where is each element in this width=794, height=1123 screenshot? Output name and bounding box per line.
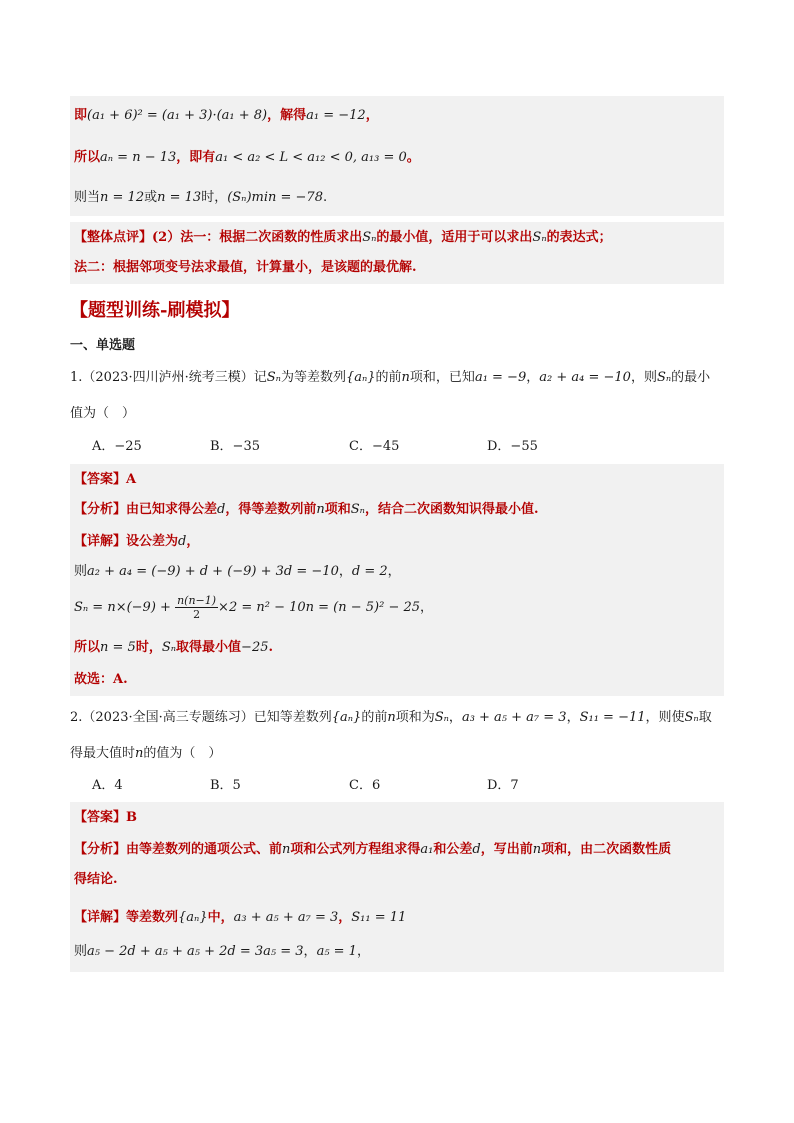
comment-line-2: 法二：根据邻项变号法求最值，计算量小，是该题的最优解. (74, 260, 417, 275)
text: 所以 (74, 640, 101, 655)
text: 所以 (74, 150, 101, 165)
answer-value: B (126, 810, 138, 825)
equation: d = 2 (351, 564, 388, 579)
q1-conclusion: 故选：A. (74, 672, 128, 687)
text: 由等差数列的通项公式、前 (126, 842, 283, 857)
q1-solution-block (70, 464, 724, 696)
text: 的前 (361, 710, 388, 725)
q1-option-a[interactable]: A．−25 (92, 439, 142, 454)
text: 取得最小值 (176, 640, 242, 655)
text: ， (526, 370, 540, 385)
equation: d (217, 502, 226, 517)
analysis-label: 【分析】 (74, 842, 127, 857)
q1-stem-line-1 (70, 368, 710, 388)
solution-line-2 (74, 148, 420, 168)
equation: n (316, 502, 325, 517)
equation: Sₙ (434, 710, 449, 725)
equation: Sₙ (532, 230, 547, 245)
text: 即 (74, 108, 88, 123)
equation: a₁ = −12 (306, 108, 366, 123)
text: ，结合二次函数知识得最小值. (364, 502, 539, 517)
q1-answer (74, 470, 136, 490)
text: ，则使 (645, 710, 685, 725)
equation: a₁ < a₂ < L < a₁₂ < 0, a₁₃ = 0 (215, 150, 407, 165)
equation: n (532, 842, 542, 857)
q2-option-b[interactable]: B．5 (210, 778, 241, 793)
section-heading: 【题型训练-刷模拟】 (70, 300, 240, 321)
equation: n = 12 (100, 190, 145, 205)
text: 项和为 (395, 710, 435, 725)
text: ， (448, 710, 462, 725)
equation: (a₁ + 6)² = (a₁ + 3)·(a₁ + 8) (87, 108, 268, 123)
q2-analysis-line-1 (74, 840, 671, 860)
equation: a₂ + a₄ = (−9) + d + (−9) + 3d = −10 (87, 564, 339, 579)
q1-stem-line-2: 值为（ ） (70, 406, 136, 421)
equation: Sₙ (350, 502, 365, 517)
text: ，则 (630, 370, 657, 385)
text: 时， (201, 190, 228, 205)
text: 为等差数列 (280, 370, 346, 385)
text: 或 (144, 190, 158, 205)
analysis-label: 【分析】 (74, 502, 127, 517)
fraction-numerator: n(n−1) (177, 594, 217, 607)
text: 的表达式； (546, 230, 612, 245)
equation: d (178, 534, 187, 549)
comment-label: 【整体点评】 (74, 230, 153, 245)
equation: a₂ + a₄ = −10 (539, 370, 631, 385)
text: ， (303, 944, 317, 959)
text: ， (338, 564, 352, 579)
equation: a₅ − 2d + a₅ + a₅ + 2d = 3a₅ = 3 (87, 944, 304, 959)
text: ，得等差数列前 (225, 502, 317, 517)
text: 则当 (74, 190, 101, 205)
text: ， (338, 910, 352, 925)
equation: S₁₁ = −11 (579, 710, 646, 725)
text: ， (356, 944, 370, 959)
equation: Sₙ (656, 370, 672, 385)
solution-line-1 (74, 106, 379, 126)
q1-analysis (74, 500, 538, 520)
text: . (268, 640, 274, 655)
text: 等差数列 (126, 910, 179, 925)
q2-option-c[interactable]: C．6 (349, 778, 381, 793)
q1-detail (74, 532, 199, 552)
q1-step-2 (74, 594, 433, 621)
equation: {aₙ} (331, 710, 362, 725)
equation: d (472, 842, 481, 857)
text: 得最大值时 (70, 746, 136, 761)
text: ， (186, 534, 200, 549)
equation: a₁ = −9 (474, 370, 527, 385)
q2-option-a[interactable]: A．4 (92, 778, 123, 793)
text: 的值为（ ） (143, 746, 222, 761)
equation: {aₙ} (345, 370, 376, 385)
equation: ×2 = n² − 10n = (n − 5)² − 25 (218, 600, 421, 615)
answer-value: A (126, 472, 137, 487)
text: . (322, 190, 328, 205)
text: ， (365, 108, 379, 123)
q1-option-b[interactable]: B．−35 (210, 439, 260, 454)
q2-analysis-line-2: 得结论. (74, 872, 118, 887)
text: 则 (74, 944, 88, 959)
text: 项和，由二次函数性质 (541, 842, 672, 857)
text: 由已知求得公差 (126, 502, 218, 517)
text: 项和公式列方程组求得 (290, 842, 421, 857)
equation: Sₙ = n×(−9) + (74, 600, 171, 615)
text: (2）法一：根据二次函数的性质求出 (152, 230, 363, 245)
equation: Sₙ (362, 230, 377, 245)
text: 时， (135, 640, 162, 655)
q2-step-1 (74, 942, 370, 962)
q2-option-d[interactable]: D．7 (487, 778, 519, 793)
equation: a₃ + a₅ + a₇ = 3 (233, 910, 339, 925)
equation: (Sₙ)min = −78 (227, 190, 323, 205)
equation: a₅ = 1 (316, 944, 357, 959)
fraction-denominator: 2 (193, 608, 201, 621)
equation: −25 (241, 640, 269, 655)
subsection-title: 一、单选题 (70, 338, 136, 353)
q1-step-3 (74, 638, 273, 658)
detail-label: 【详解】 (74, 910, 127, 925)
equation: S₁₁ = 11 (351, 910, 407, 925)
equation: n = 5 (100, 640, 136, 655)
equation: n = 13 (157, 190, 202, 205)
text: ， (387, 564, 401, 579)
text: 的最小值，适用于可以求出 (376, 230, 533, 245)
text: ，写出前 (480, 842, 533, 857)
text: ，解得 (267, 108, 307, 123)
text: 和公差 (433, 842, 473, 857)
q2-solution-block (70, 802, 724, 972)
q1-option-c[interactable]: C．−45 (349, 439, 400, 454)
equation: n (282, 842, 291, 857)
text: 的前 (375, 370, 402, 385)
solution-line-3 (74, 188, 327, 208)
answer-label: 【答案】 (74, 810, 127, 825)
equation: n (401, 370, 410, 385)
text: 项和 (324, 502, 351, 517)
solution-continuation-block (70, 96, 724, 216)
text: 则 (74, 564, 88, 579)
q1-option-d[interactable]: D．−55 (487, 439, 538, 454)
text: 设公差为 (126, 534, 179, 549)
text: 中， (207, 910, 234, 925)
text: ， (566, 710, 580, 725)
equation: Sₙ (266, 370, 281, 385)
comment-line-1 (74, 228, 612, 248)
equation: {aₙ} (178, 910, 208, 925)
overall-comment-block (70, 222, 724, 284)
text: 1.（2023·四川泸州·统考三模）记 (70, 370, 267, 385)
text: 。 (406, 150, 420, 165)
fraction (175, 594, 218, 621)
answer-label: 【答案】 (74, 472, 127, 487)
q2-stem-line-2 (70, 744, 221, 764)
text: ，即有 (176, 150, 216, 165)
equation: Sₙ (684, 710, 699, 725)
text: 2.（2023·全国·高三专题练习）已知等差数列 (70, 710, 332, 725)
equation: Sₙ (161, 640, 177, 655)
equation: n (387, 710, 396, 725)
detail-label: 【详解】 (74, 534, 127, 549)
text: 的最小 (671, 370, 711, 385)
text: 取 (698, 710, 712, 725)
q1-step-1 (74, 562, 401, 582)
equation: a₃ + a₅ + a₇ = 3 (461, 710, 567, 725)
text: ， (420, 600, 434, 615)
q2-detail (74, 908, 406, 928)
text: 项和，已知 (409, 370, 475, 385)
q2-stem-line-1 (70, 708, 712, 728)
q2-answer (74, 808, 137, 828)
equation: a₁ (420, 842, 434, 857)
equation: aₙ = n − 13 (100, 150, 177, 165)
equation: n (135, 746, 144, 761)
